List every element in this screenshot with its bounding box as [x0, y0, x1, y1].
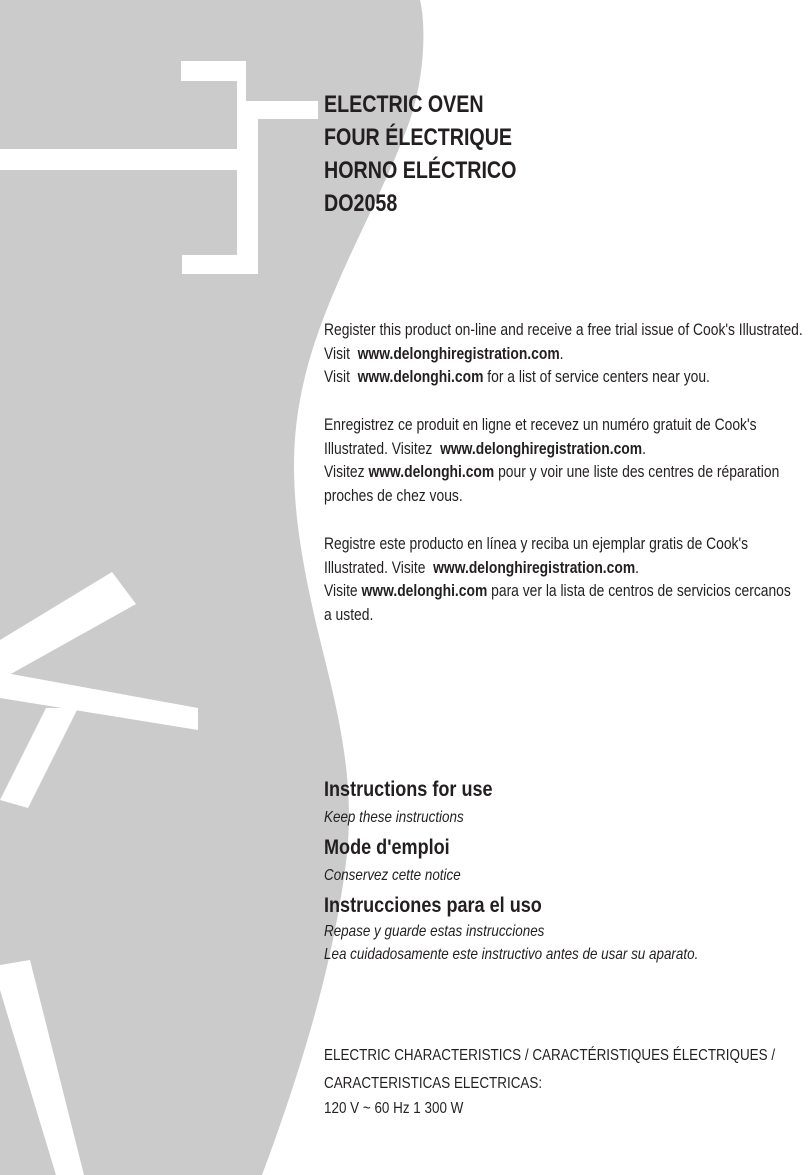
heading-instrucciones-uso: Instrucciones para el uso: [324, 893, 542, 917]
subtitle-keep-instructions: Keep these instructions: [324, 809, 464, 826]
delonghi-site-link[interactable]: www.delonghi.com: [357, 368, 484, 386]
title-es: HORNO ELÉCTRICO: [324, 157, 517, 184]
title-en: ELECTRIC OVEN: [324, 91, 484, 118]
register-fr-line4: proches de chez vous.: [324, 486, 463, 505]
register-es-line4: a usted.: [324, 605, 374, 624]
register-fr-line3: Visitez www.delonghi.com pour y voir une liste des centres de réparation: [324, 463, 780, 481]
model-number: DO2058: [324, 190, 398, 217]
delonghi-site-link[interactable]: www.delonghi.com: [361, 582, 488, 600]
register-fr-line2: Illustrated. Visitez www.delonghiregistration.com.: [324, 439, 646, 458]
register-en-line3: Visit www.delonghi.com for a list of service centers near you.: [324, 368, 710, 386]
heading-instructions-en: Instructions for use: [324, 777, 493, 801]
specs-line1: ELECTRIC CHARACTERISTICS / CARACTÉRISTIQUES ÉLECTRIQUES /: [324, 1047, 776, 1064]
subtitle-conservez-notice: Conservez cette notice: [324, 867, 461, 884]
registration-english: [324, 319, 808, 390]
subtitle-repase-guarde: Repase y guarde estas instrucciones: [324, 923, 545, 940]
heading-mode-emploi: Mode d'emploi: [324, 835, 450, 859]
specs-line2: CARACTERISTICAS ELECTRICAS:: [324, 1075, 543, 1092]
specs-rating: 120 V ~ 60 Hz 1 300 W: [324, 1100, 464, 1117]
register-es-line2: Illustrated. Visite www.delonghiregistration.com.: [324, 558, 640, 577]
registration-spanish: [324, 533, 808, 627]
registration-link[interactable]: www.delonghiregistration.com: [433, 558, 636, 577]
registration-link[interactable]: www.delonghiregistration.com: [440, 439, 643, 458]
register-fr-line1: Enregistrez ce produit en ligne et recevez un numéro gratuit de Cook's: [324, 416, 757, 434]
register-en-line1: Register this product on-line and receive a free trial issue of Cook's Illustrated.: [324, 321, 803, 339]
electrical-specs: [324, 1042, 808, 1120]
title-fr: FOUR ÉLECTRIQUE: [324, 124, 513, 151]
instructions-block: [324, 776, 808, 966]
register-es-line1: Registre este producto en línea y reciba un ejemplar gratis de Cook's: [324, 535, 749, 553]
product-title-block: [324, 88, 516, 220]
delonghi-site-link[interactable]: www.delonghi.com: [368, 463, 495, 481]
subtitle-lea-cuidadosamente: Lea cuidadosamente este instructivo antes de usar su aparato.: [324, 946, 699, 963]
register-es-line3: Visite www.delonghi.com para ver la lista de centros de servicios cercanos: [324, 582, 791, 600]
registration-french: [324, 414, 808, 508]
registration-link[interactable]: www.delonghiregistration.com: [357, 344, 560, 363]
register-en-line2: Visit www.delonghiregistration.com.: [324, 344, 564, 363]
